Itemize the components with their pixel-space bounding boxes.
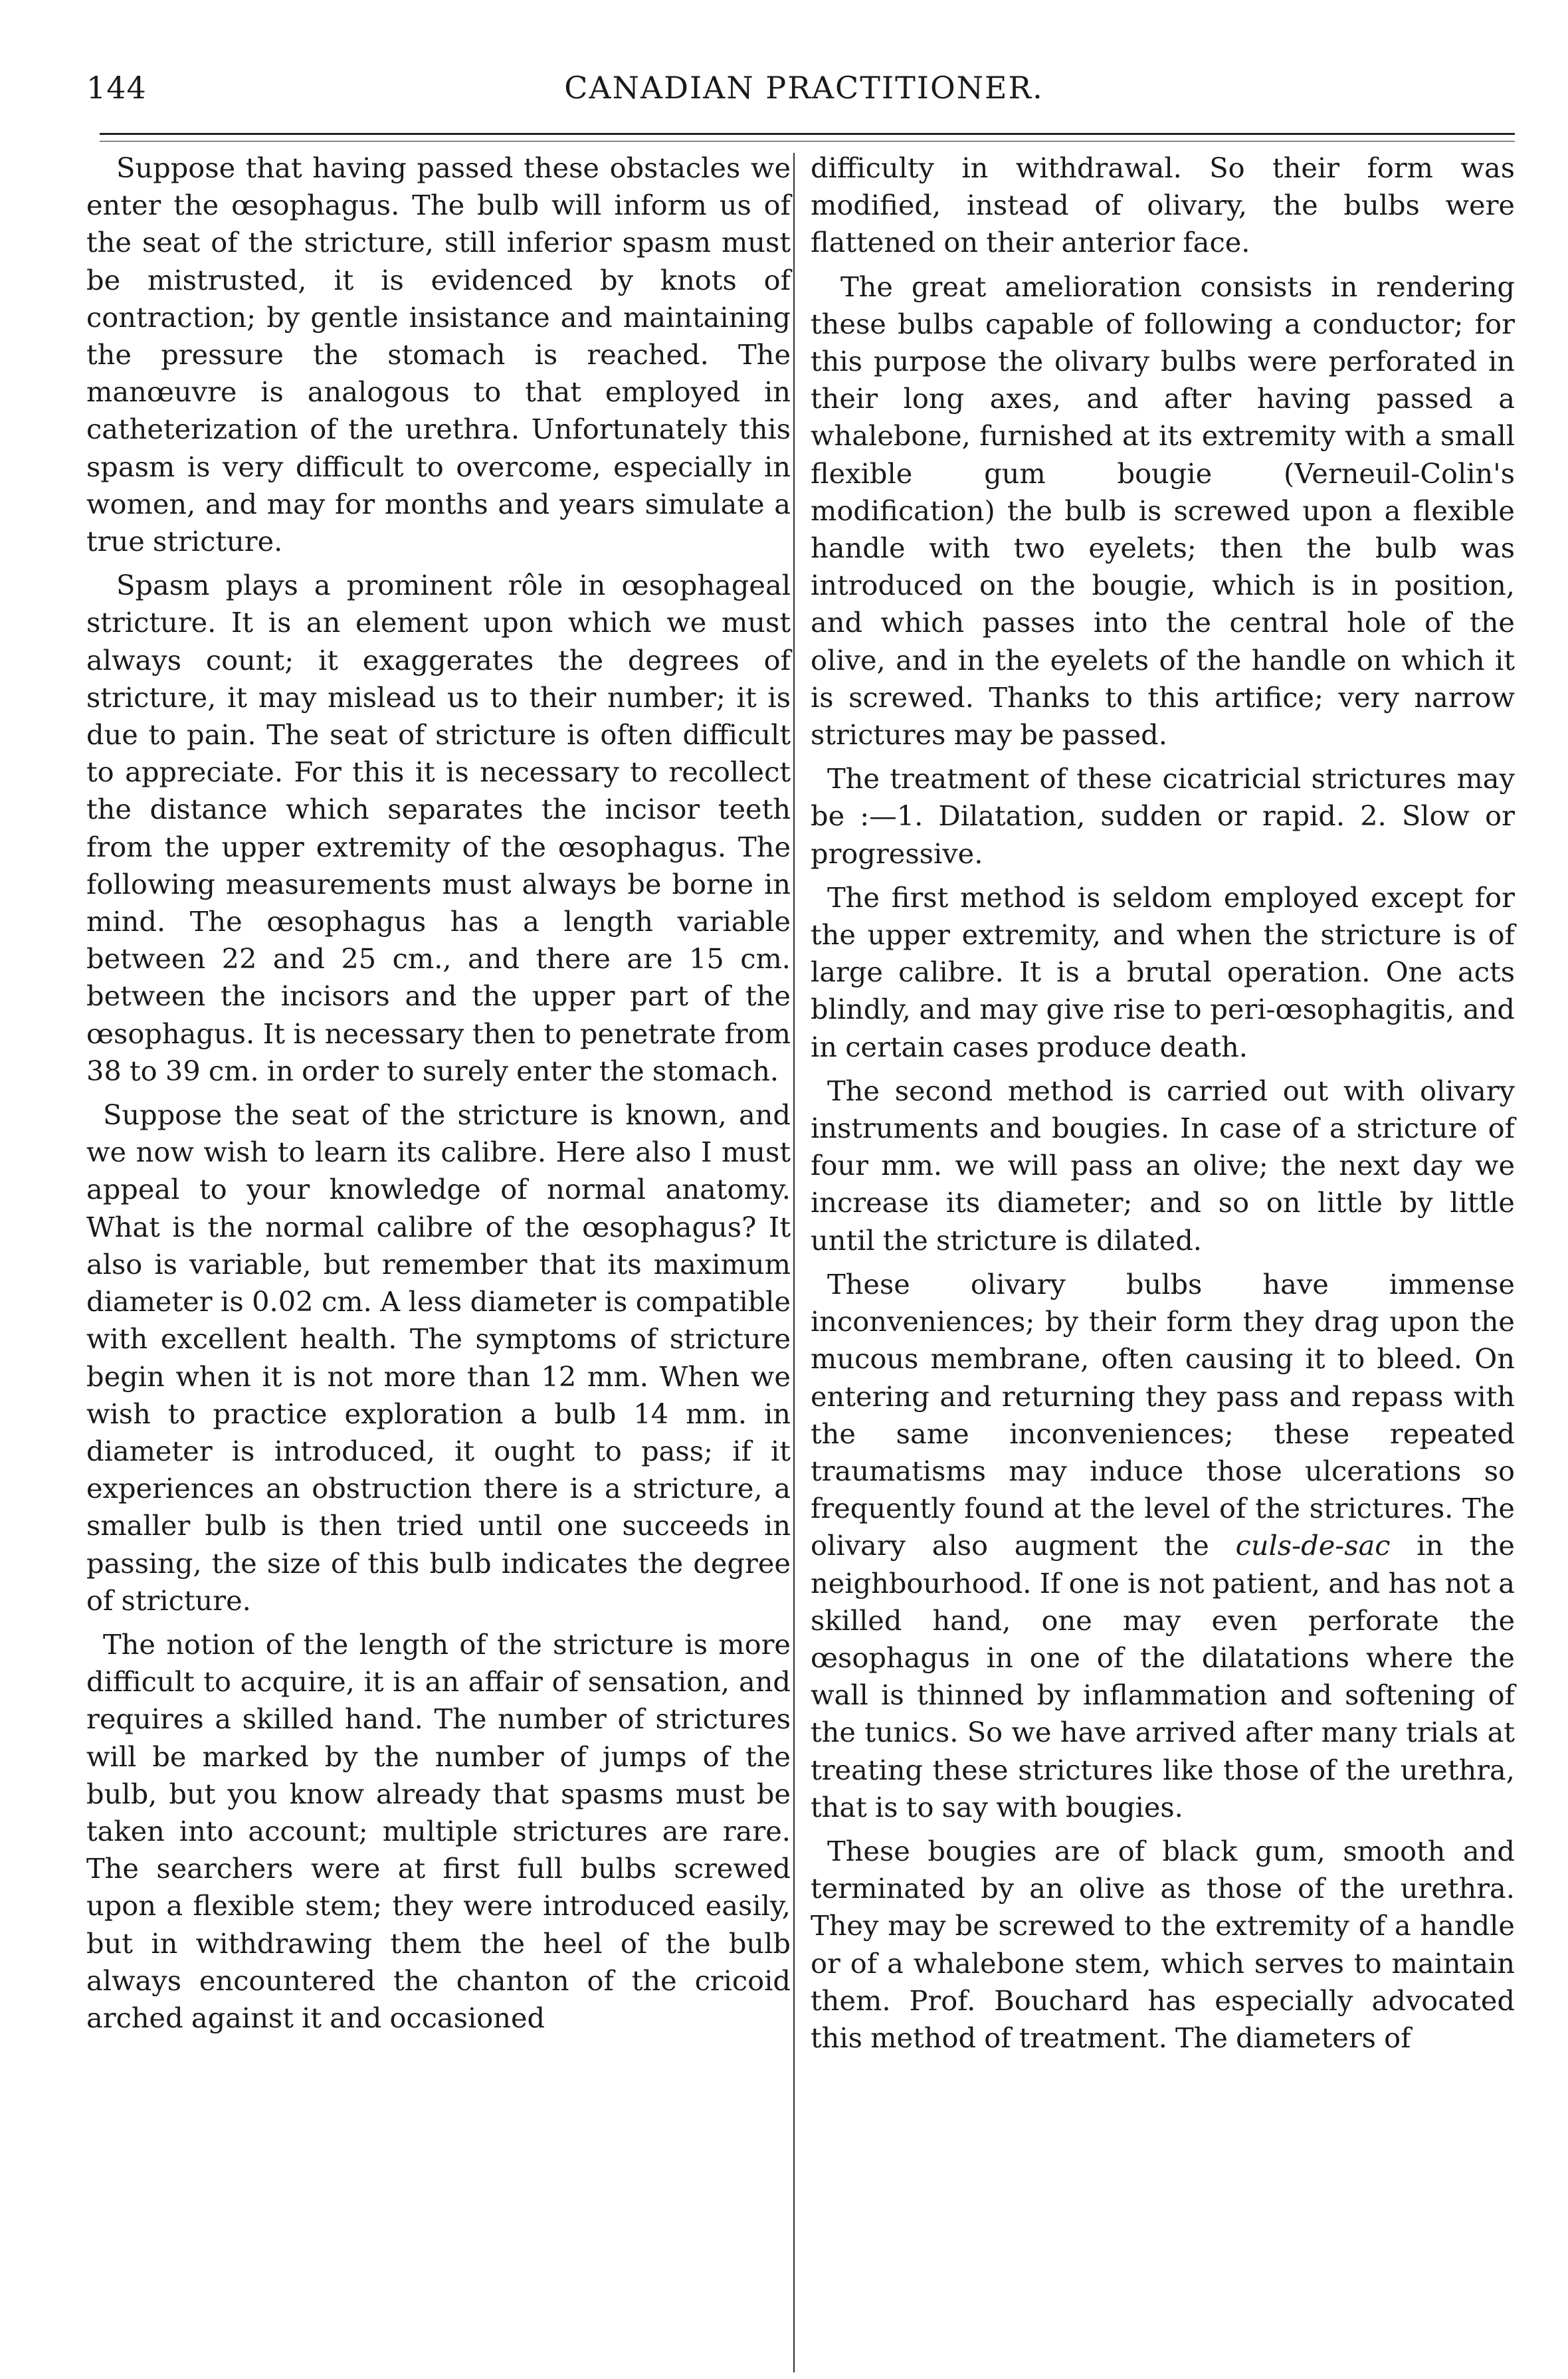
paragraph: The notion of the length of the stricture is more difficult to acquire, it is an affair of sensation, and requires a skilled hand. The number of strictures will be marked by the number of jumps of the bulb, but you know already that spasms must be taken into account; multiple strictures are rare. The searchers were at first full bulbs screwed upon a flexible stem; they were introduced easily, but in withdrawing them the heel of the bulb always encountered the chanton of the cricoid arched against it and occasioned [86, 1627, 791, 2034]
right-column [811, 150, 1515, 2063]
running-head: CANADIAN PRACTITIONER. [564, 70, 1044, 106]
paragraph: These bougies are of black gum, smooth and terminated by an olive as those of the urethra. They may be screwed to the extremity of a handle or of a whalebone stem, which serves to maintain them. Prof. Bouchard has especially advocated this method of treatment. The diameters of [811, 1834, 1515, 2054]
paragraph: The great amelioration consists in rendering these bulbs capable of following a conductor; for this purpose the olivary bulbs were perforated in their long axes, and after having passed a whalebone, furnished at its extremity with a small flexible gum bougie (Verneuil-Colin's modification) the bulb is screwed upon a flexible handle with two eyelets; then the bulb was introduced on the bougie, which is in position, and which passes into the central hole of the olive, and in the eyelets of the handle on which it is screwed. Thanks to this artifice; very narrow strictures may be passed. [811, 270, 1515, 752]
paragraph-text: These olivary bulbs have immense inconveniences; by their form they drag upon the mucous membrane, often causing it to bleed. On entering and returning they pass and repass with the same inconveniences; these repeated traumatisms may induce those ulcerations so frequently found at the level of the strictures. The olivary also augment the [811, 1267, 1515, 1562]
column-divider [793, 153, 795, 2372]
paragraph-text: in the neighbourhood. If one is not patient, and has not a skilled hand, one may even perforate the œsophagus in one of the dilatations where the wall is thinned by inflammation and softening of the tunics. So we have arrived after many trials at treating these strictures like those of the urethra, that is to say with bougies. [811, 1529, 1515, 1823]
italic-term: culs-de-sac [1235, 1529, 1391, 1562]
paragraph: The first method is seldom employed except for the upper extremity, and when the stricture is of large calibre. It is a brutal operation. One acts blindly, and may give rise to peri-œsophagitis, and in certain cases produce death. [811, 880, 1515, 1063]
paragraph: The second method is carried out with olivary instruments and bougies. In case of a stricture of four mm. we will pass an olive; the next day we increase its diameter; and so on little by little until the stricture is dilated. [811, 1074, 1515, 1257]
paragraph: Spasm plays a prominent rôle in œsophageal stricture. It is an element upon which we must always count; it exaggerates the degrees of stricture, it may mislead us to their number; it is due to pain. The seat of stricture is often difficult to appreciate. For this it is necessary to recollect the distance which separates the incisor teeth from the upper extremity of the œsophagus. The following measurements must always be borne in mind. The œsophagus has a length variable between 22 and 25 cm., and there are 15 cm. between the incisors and the upper part of the œsophagus. It is necessary then to penetrate from 38 to 39 cm. in order to surely enter the stomach. [86, 569, 791, 1087]
header-rule-thin [100, 141, 1515, 142]
paragraph: Suppose the seat of the stricture is known, and we now wish to learn its calibre. Here also I must appeal to your knowledge of normal anatomy. What is the normal calibre of the œsophagus? It also is variable, but remember that its maximum diameter is 0.02 cm. A less diameter is compatible with excellent health. The symptoms of stricture begin when it is not more than 12 mm. When we wish to practice exploration a bulb 14 mm. in diameter is introduced, it ought to pass; if it experiences an obstruction there is a stricture, a smaller bulb is then tried until one succeeds in passing, the size of this bulb indicates the degree of stricture. [86, 1098, 791, 1617]
paragraph: Suppose that having passed these obstacles we enter the œsophagus. The bulb will inform us of the seat of the stricture, still inferior spasm must be mistrusted, it is evidenced by knots of contraction; by gentle insistance and maintaining the pressure the stomach is reached. The manœuvre is analogous to that employed in catheterization of the urethra. Unfortunately this spasm is very difficult to overcome, especially in women, and may for months and years simulate a true stricture. [86, 152, 791, 558]
paragraph: difficulty in withdrawal. So their form was modified, instead of olivary, the bulbs were flattened on their anterior face. [811, 152, 1515, 259]
paragraph [811, 1266, 1515, 1826]
paragraph: The treatment of these cicatricial strictures may be :—1. Dilatation, sudden or rapid. 2. Slow or progressive. [811, 762, 1515, 870]
header-rule [100, 133, 1515, 135]
page-header [86, 70, 1521, 116]
page-number: 144 [86, 70, 147, 106]
left-column [86, 150, 791, 2043]
